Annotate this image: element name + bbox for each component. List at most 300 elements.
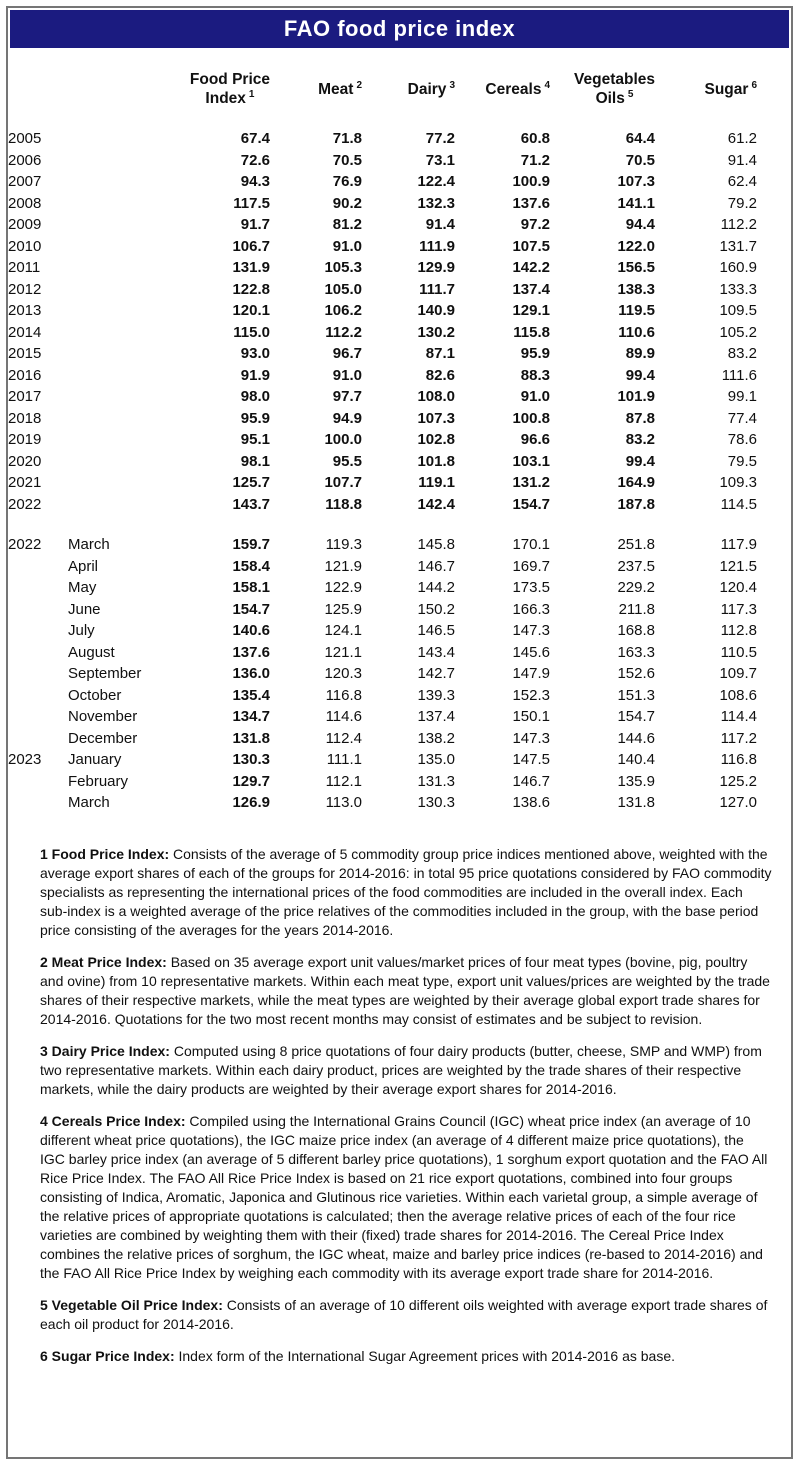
header-spacer [757,50,787,128]
annual-row [8,429,787,451]
year-cell [8,556,68,578]
value-sugar: 114.5 [720,495,757,513]
value-sugar: 160.9 [719,259,757,277]
value-dairy: 143.4 [417,643,455,661]
footnote-lead: 1 Food Price Index: [40,845,170,862]
value-sugar: 62.4 [727,173,757,191]
value-sugar: 105.2 [719,323,757,341]
year-cell: 2015 [8,345,42,363]
month-cell [68,300,168,322]
row-spacer [757,171,787,193]
value-cereals: 131.2 [512,474,550,492]
annual-row [8,193,787,215]
month-cell [68,322,168,344]
value-sugar: 127.0 [719,794,757,812]
month-cell [68,343,168,365]
col-header-sugar [655,50,757,128]
value-vegetable-oils: 70.5 [625,151,655,169]
value-food-price-index: 122.8 [232,280,270,298]
value-food-price-index: 143.7 [232,495,270,513]
value-food-price-index: 125.7 [232,474,270,492]
value-meat: 95.5 [332,452,362,470]
monthly-row [8,792,787,814]
value-cereals: 173.5 [512,579,550,597]
value-cereals: 88.3 [520,366,550,384]
value-sugar: 121.5 [719,557,757,575]
row-spacer [757,728,787,750]
annual-row [8,386,787,408]
col-header-line: Cereals [485,80,542,98]
value-cereals: 147.9 [512,665,550,683]
value-food-price-index: 131.8 [232,729,270,747]
footnote-ref-3: 3 [449,79,455,91]
value-vegetable-oils: 131.8 [617,794,655,812]
year-cell: 2016 [8,366,42,384]
value-sugar: 112.2 [720,216,757,234]
footnote [40,845,772,940]
value-cereals: 152.3 [512,686,550,704]
value-meat: 106.2 [324,302,362,320]
month-cell: March [68,536,110,554]
value-meat: 91.0 [332,237,362,255]
value-cereals: 96.6 [520,431,550,449]
page-title: FAO food price index [283,16,516,41]
value-vegetable-oils: 168.8 [617,622,655,640]
value-meat: 111.1 [326,751,362,769]
row-spacer [757,620,787,642]
year-cell [8,771,68,793]
value-vegetable-oils: 187.8 [617,495,655,513]
year-cell: 2007 [8,173,42,191]
value-cereals: 137.6 [512,194,550,212]
value-meat: 125.9 [324,600,362,618]
footnote-lead: 4 Cereals Price Index: [40,1112,186,1129]
value-meat: 91.0 [332,366,362,384]
footnote-ref-4: 4 [544,79,550,91]
value-food-price-index: 91.9 [240,366,270,384]
title-bar [10,10,789,48]
annual-row [8,171,787,193]
value-dairy: 77.2 [425,130,455,148]
value-dairy: 144.2 [417,579,455,597]
year-cell [8,663,68,685]
value-cereals: 129.1 [512,302,550,320]
value-cereals: 60.8 [520,130,550,148]
month-cell: May [68,579,97,597]
row-spacer [757,749,787,771]
col-header-line: Food Price [189,71,270,88]
value-vegetable-oils: 251.8 [617,536,655,554]
value-dairy: 129.9 [417,259,455,277]
value-vegetable-oils: 119.5 [618,302,655,320]
month-cell: October [68,686,122,704]
value-meat: 94.9 [332,409,362,427]
row-spacer [757,577,787,599]
value-sugar: 79.5 [727,452,757,470]
value-dairy: 131.3 [417,772,455,790]
row-spacer [757,642,787,664]
value-meat: 118.8 [325,495,362,513]
value-sugar: 83.2 [727,345,757,363]
year-cell: 2010 [8,237,42,255]
row-spacer [757,128,787,150]
year-cell: 2014 [8,323,42,341]
month-cell: July [68,622,95,640]
value-dairy: 145.8 [417,536,455,554]
month-cell [68,408,168,430]
value-food-price-index: 134.7 [232,708,270,726]
value-meat: 124.1 [324,622,362,640]
annual-row [8,451,787,473]
table-header [8,50,787,128]
value-dairy: 142.4 [417,495,455,513]
value-food-price-index: 98.0 [240,388,270,406]
value-meat: 112.4 [325,729,362,747]
value-vegetable-oils: 99.4 [625,452,655,470]
month-cell: April [68,557,99,575]
month-cell: March [68,794,110,812]
value-dairy: 102.8 [417,431,455,449]
value-meat: 71.8 [332,130,362,148]
value-vegetable-oils: 163.3 [617,643,655,661]
row-spacer [757,236,787,258]
row-spacer [757,193,787,215]
value-dairy: 119.1 [418,474,455,492]
value-dairy: 140.9 [417,302,455,320]
month-cell: September [68,665,142,683]
row-spacer [757,343,787,365]
value-dairy: 137.4 [417,708,455,726]
annual-row [8,128,787,150]
value-meat: 76.9 [332,173,362,191]
col-header-line: Vegetables [574,71,655,88]
year-cell: 2021 [8,474,42,492]
month-cell [68,150,168,172]
value-dairy: 111.9 [419,237,455,255]
value-vegetable-oils: 154.7 [617,708,655,726]
value-sugar: 117.9 [720,536,757,554]
value-cereals: 150.1 [512,708,550,726]
value-sugar: 133.3 [719,280,757,298]
value-sugar: 108.6 [719,686,757,704]
row-spacer [757,451,787,473]
value-vegetable-oils: 87.8 [625,409,655,427]
value-meat: 121.1 [324,643,362,661]
value-vegetable-oils: 151.3 [617,686,655,704]
value-dairy: 87.1 [425,345,455,363]
value-food-price-index: 158.1 [232,579,270,597]
value-food-price-index: 67.4 [240,130,270,148]
value-cereals: 95.9 [520,345,550,363]
value-dairy: 111.7 [419,280,455,298]
row-spacer [757,472,787,494]
month-cell [68,472,168,494]
value-meat: 121.9 [324,557,362,575]
value-sugar: 109.5 [719,302,757,320]
value-food-price-index: 95.1 [240,431,270,449]
value-meat: 120.3 [324,665,362,683]
value-meat: 122.9 [324,579,362,597]
value-sugar: 79.2 [727,194,757,212]
value-vegetable-oils: 237.5 [617,557,655,575]
footnote-text: Based on 35 average export unit values/market prices of four meat types (bovine, pig, poultry and ovine) from 10 representative markets. Within each meat type, export unit values/prices are weighted by the trade shares of their respective markets, while the meat types are weighted by their average global export trade shares for 2014-2016. Quotations for the two most recent months may consist of estimates and be subject to revision. [40,953,770,1027]
value-cereals: 97.2 [520,216,550,234]
value-meat: 100.0 [324,431,362,449]
footnote-text: Compiled using the International Grains Council (IGC) wheat price index (an average of 10 different wheat price quotations), the IGC maize price index (an average of 4 different maize price quotations), the IGC barley price index (an average of 5 different barley price quotations), 1 sorghum export quotation and the FAO All Rice Price Index. The FAO All Rice Price Index is based on 21 rice export quotations, combined into four groups consisting of Indica, Aromatic, Japonica and Glutinous rice varieties. Within each varietal group, a simple average of the relative prices of appropriate quotations is calculated; then the average relative prices of each of the four rice varieties are combined by weighting them with their (fixed) trade shares for 2014-2016. The Cereal Price Index combines the relative prices of sorghum, the IGC wheat, maize and barley price indices (re-based to 2014-2016) and the FAO All Rice Price Index by weighing each commodity with its average export trade share for 2014-2016. [40,1112,768,1281]
value-vegetable-oils: 83.2 [625,431,655,449]
value-meat: 119.3 [325,536,362,554]
row-spacer [757,257,787,279]
value-meat: 96.7 [332,345,362,363]
value-meat: 112.1 [325,772,362,790]
row-spacer [757,408,787,430]
month-cell [68,214,168,236]
footnote [40,1042,772,1099]
year-cell: 2019 [8,431,42,449]
value-cereals: 107.5 [512,237,550,255]
row-spacer [757,771,787,793]
col-header-food-price-index [168,50,270,128]
value-food-price-index: 154.7 [232,600,270,618]
value-sugar: 114.4 [720,708,757,726]
value-sugar: 120.4 [719,579,757,597]
month-cell: December [68,729,138,747]
value-vegetable-oils: 141.1 [617,194,655,212]
value-dairy: 138.2 [417,729,455,747]
value-dairy: 122.4 [417,173,455,191]
row-spacer [757,706,787,728]
value-sugar: 109.7 [719,665,757,683]
monthly-row [8,620,787,642]
value-food-price-index: 135.4 [232,686,270,704]
value-cereals: 71.2 [520,151,550,169]
value-vegetable-oils: 64.4 [625,130,655,148]
value-cereals: 147.3 [512,729,550,747]
annual-row [8,279,787,301]
value-cereals: 115.8 [513,323,550,341]
year-cell: 2013 [8,302,42,320]
month-cell: November [68,708,138,726]
value-sugar: 91.4 [727,151,757,169]
value-food-price-index: 91.7 [240,216,270,234]
value-meat: 90.2 [332,194,362,212]
value-food-price-index: 130.3 [232,751,270,769]
value-dairy: 107.3 [417,409,455,427]
value-sugar: 125.2 [719,772,757,790]
footnote [40,1296,772,1334]
row-spacer [757,685,787,707]
footnotes-section [8,845,791,1366]
value-cereals: 91.0 [520,388,550,406]
value-vegetable-oils: 99.4 [625,366,655,384]
value-cereals: 142.2 [512,259,550,277]
value-vegetable-oils: 164.9 [617,474,655,492]
value-food-price-index: 94.3 [240,173,270,191]
row-spacer [757,214,787,236]
year-cell: 2005 [8,130,42,148]
annual-row [8,322,787,344]
month-cell: January [68,751,122,769]
annual-row [8,236,787,258]
value-cereals: 169.7 [512,557,550,575]
month-cell [68,494,168,516]
value-sugar: 78.6 [727,431,757,449]
year-cell: 2012 [8,280,42,298]
value-vegetable-oils: 229.2 [617,579,655,597]
year-cell [8,642,68,664]
value-vegetable-oils: 94.4 [625,216,655,234]
monthly-row [8,599,787,621]
value-dairy: 91.4 [425,216,455,234]
footnote-text: Computed using 8 price quotations of four dairy products (butter, cheese, SMP and WMP) from two representative markets. Within each dairy product, prices are weighted by the trade shares of their respective markets, while the dairy products are weighted by their average export shares for 2014-2016. [40,1042,762,1097]
value-vegetable-oils: 101.9 [617,388,655,406]
value-food-price-index: 98.1 [240,452,270,470]
year-cell: 2022 [8,495,42,513]
month-cell [68,257,168,279]
year-cell [8,599,68,621]
value-sugar: 99.1 [727,388,757,406]
value-food-price-index: 115.0 [233,323,270,341]
value-food-price-index: 131.9 [232,259,270,277]
monthly-row [8,749,787,771]
footnote [40,953,772,1029]
month-cell: February [68,772,129,790]
value-dairy: 146.7 [417,557,455,575]
col-header-line: Dairy [407,80,447,98]
value-sugar: 131.7 [719,237,757,255]
monthly-row [8,577,787,599]
value-vegetable-oils: 156.5 [617,259,655,277]
value-meat: 107.7 [324,474,362,492]
year-cell: 2022 [8,536,42,554]
annual-row [8,343,787,365]
footnote-lead: 3 Dairy Price Index: [40,1042,170,1059]
value-dairy: 150.2 [417,600,455,618]
year-cell: 2017 [8,388,42,406]
year-cell: 2006 [8,151,42,169]
year-cell [8,577,68,599]
monthly-row [8,642,787,664]
value-food-price-index: 95.9 [240,409,270,427]
month-cell [68,193,168,215]
value-food-price-index: 140.6 [232,622,270,640]
value-dairy: 73.1 [425,151,455,169]
row-spacer [757,556,787,578]
value-cereals: 147.5 [512,751,550,769]
annual-row [8,472,787,494]
value-food-price-index: 120.1 [232,302,270,320]
year-cell: 2020 [8,452,42,470]
month-cell [68,128,168,150]
value-meat: 105.0 [324,280,362,298]
row-spacer [757,300,787,322]
row-spacer [757,279,787,301]
monthly-row [8,685,787,707]
monthly-row [8,534,787,556]
value-sugar: 109.3 [719,474,757,492]
row-spacer [757,150,787,172]
value-cereals: 170.1 [512,536,550,554]
footnote [40,1347,772,1366]
value-cereals: 100.8 [512,409,550,427]
monthly-row [8,663,787,685]
month-cell [68,171,168,193]
month-cell [68,236,168,258]
footnote-text: Index form of the International Sugar Agreement prices with 2014-2016 as base. [178,1347,676,1364]
footnote-ref-5: 5 [627,89,634,100]
value-dairy: 82.6 [425,366,455,384]
value-sugar: 117.3 [720,600,757,618]
value-dairy: 132.3 [417,194,455,212]
value-sugar: 112.8 [720,622,757,640]
value-meat: 112.2 [325,323,362,341]
value-dairy: 142.7 [417,665,455,683]
col-header-line: Oils [595,90,625,107]
annual-row [8,300,787,322]
value-food-price-index: 126.9 [232,794,270,812]
row-spacer [757,429,787,451]
monthly-row [8,706,787,728]
value-food-price-index: 129.7 [232,772,270,790]
value-vegetable-oils: 144.6 [617,729,655,747]
row-spacer [757,494,787,516]
annual-rows-section [8,128,787,515]
value-cereals: 166.3 [512,600,550,618]
annual-row [8,257,787,279]
year-cell [8,620,68,642]
value-vegetable-oils: 138.3 [617,280,655,298]
year-cell [8,728,68,750]
footnote-ref-2: 2 [356,79,362,91]
month-cell [68,429,168,451]
value-meat: 114.6 [325,708,362,726]
year-cell: 2008 [8,194,42,212]
month-cell [68,451,168,473]
monthly-row [8,728,787,750]
col-header-dairy [362,50,455,128]
footnote [40,1112,772,1283]
value-food-price-index: 72.6 [240,151,270,169]
value-dairy: 101.8 [417,452,455,470]
annual-row [8,494,787,516]
value-vegetable-oils: 89.9 [625,345,655,363]
value-cereals: 100.9 [512,173,550,191]
year-cell: 2018 [8,409,42,427]
row-spacer [757,663,787,685]
footnote-lead: 6 Sugar Price Index: [40,1347,175,1364]
value-cereals: 138.6 [512,794,550,812]
value-dairy: 139.3 [417,686,455,704]
annual-row [8,365,787,387]
monthly-rows-section [8,534,787,814]
row-spacer [757,322,787,344]
footnote-text: Consists of an average of 10 different oils weighted with average export trade shares of each oil product for 2014-2016. [40,1296,768,1332]
value-sugar: 111.6 [721,366,757,384]
col-header-line: Sugar [704,80,749,98]
value-cereals: 103.1 [512,452,550,470]
value-dairy: 130.3 [417,794,455,812]
col-header-line: Index [205,90,246,107]
value-food-price-index: 136.0 [232,665,270,683]
value-meat: 113.0 [325,794,362,812]
value-vegetable-oils: 107.3 [617,173,655,191]
value-vegetable-oils: 152.6 [617,665,655,683]
year-cell: 2009 [8,216,42,234]
value-dairy: 130.2 [417,323,455,341]
footnote-ref-6: 6 [751,79,757,91]
value-meat: 116.8 [325,686,362,704]
value-food-price-index: 137.6 [232,643,270,661]
